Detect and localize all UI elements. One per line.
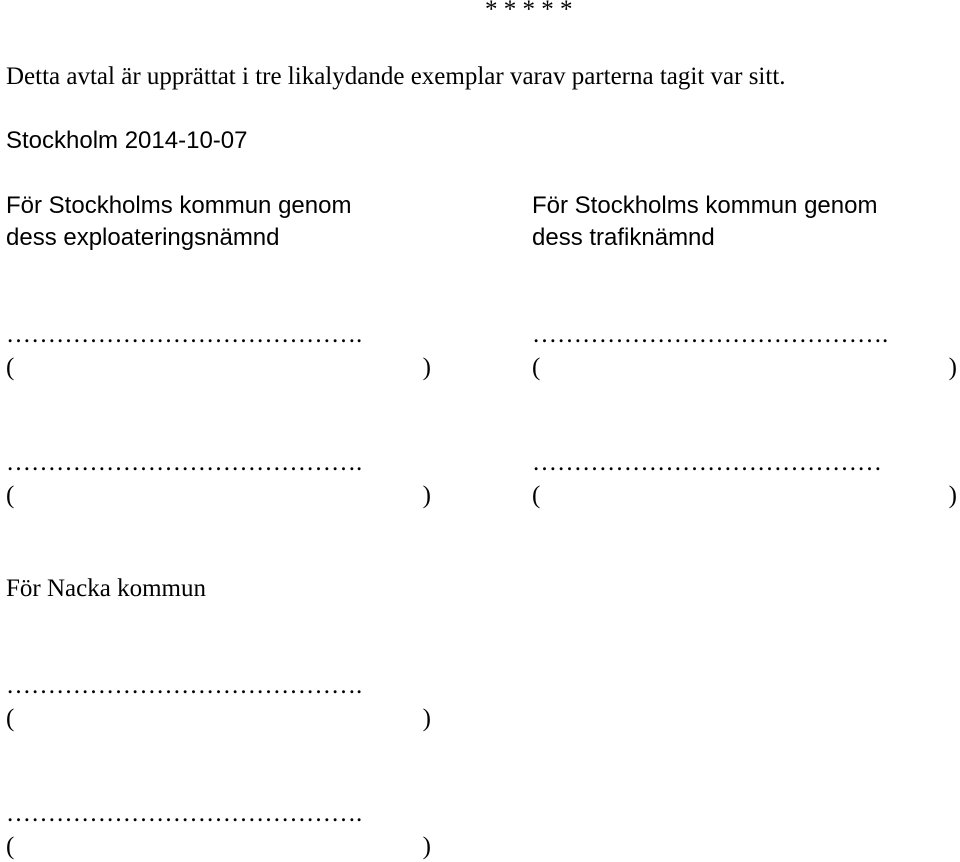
paren-close: ) bbox=[422, 705, 431, 732]
name-clarification-party-3-b bbox=[6, 834, 431, 859]
place-and-date: Stockholm 2014-10-07 bbox=[6, 127, 248, 154]
signature-line-party-2-a: ……………………………………. bbox=[532, 321, 889, 348]
paren-close: ) bbox=[422, 354, 431, 381]
signature-line-party-2-b: …………………………………… bbox=[532, 449, 882, 476]
signature-line-party-3-b: ……………………………………. bbox=[6, 800, 363, 827]
name-clarification-party-1-a bbox=[6, 355, 431, 380]
paren-close: ) bbox=[948, 482, 957, 509]
party-1-line-2: dess exploateringsnämnd bbox=[6, 224, 280, 251]
paren-close: ) bbox=[422, 482, 431, 509]
paren-open: ( bbox=[6, 833, 15, 860]
separator-asterisks: * * * * * bbox=[485, 0, 573, 23]
name-clarification-party-2-a bbox=[532, 355, 957, 380]
party-1-line-1: För Stockholms kommun genom bbox=[6, 192, 352, 219]
party-2-line-1: För Stockholms kommun genom bbox=[532, 192, 878, 219]
paren-open: ( bbox=[6, 354, 15, 381]
paren-open: ( bbox=[532, 354, 541, 381]
name-clarification-party-2-b bbox=[532, 483, 957, 508]
paren-close: ) bbox=[422, 833, 431, 860]
paren-close: ) bbox=[948, 354, 957, 381]
signature-line-party-1-b: ……………………………………. bbox=[6, 449, 363, 476]
name-clarification-party-1-b bbox=[6, 483, 431, 508]
name-clarification-party-3-a bbox=[6, 706, 431, 731]
paren-open: ( bbox=[532, 482, 541, 509]
party-3-line-1: För Nacka kommun bbox=[6, 575, 206, 602]
party-2-line-2: dess trafiknämnd bbox=[532, 224, 715, 251]
paren-open: ( bbox=[6, 482, 15, 509]
signature-line-party-3-a: ……………………………………. bbox=[6, 672, 363, 699]
agreement-statement: Detta avtal är upprättat i tre likalydande exemplar varav parterna tagit var sitt. bbox=[6, 63, 786, 90]
paren-open: ( bbox=[6, 705, 15, 732]
signature-line-party-1-a: ……………………………………. bbox=[6, 321, 363, 348]
